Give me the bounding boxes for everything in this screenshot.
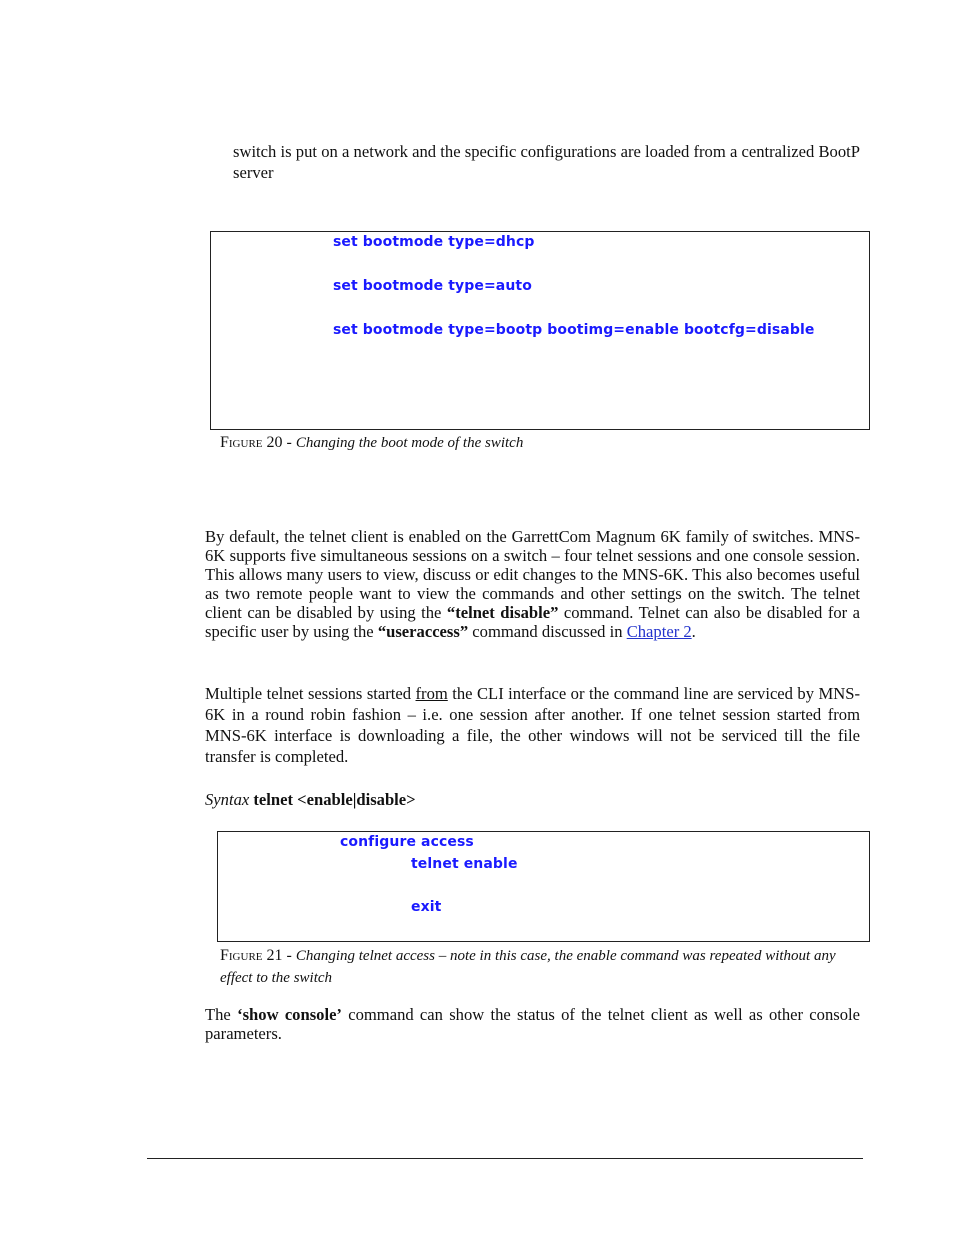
syntax-command: telnet <enable|disable> bbox=[253, 790, 416, 809]
chapter-2-link[interactable]: Chapter 2 bbox=[626, 622, 692, 641]
sessions-text-1: Multiple telnet sessions started bbox=[205, 684, 416, 703]
telnet-text-3: command discussed in bbox=[468, 622, 627, 641]
figure-20-separator: - bbox=[282, 434, 296, 451]
code-line-bootp: set bootmode type=bootp bootimg=enable bootcfg=disable bbox=[333, 322, 815, 338]
figure-20-caption-text: Changing the boot mode of the switch bbox=[295, 435, 524, 451]
syntax-label: Syntax bbox=[205, 790, 250, 809]
console-text-1: The bbox=[205, 1005, 238, 1024]
syntax-line bbox=[205, 790, 860, 809]
figure-20-caption bbox=[220, 432, 860, 454]
figure-21-caption-text: Changing telnet access – note in this case, the enable command was repeated without any effect to the switch bbox=[220, 948, 836, 986]
telnet-paragraph bbox=[205, 527, 860, 641]
sessions-text-2: the CLI interface or the command line are serviced by MNS-6K in a round robin fashion – i.e. one session after another. If one telnet session started from MNS-6K interface is downloading a file, the other windows will not be serviced till the file transfer is completed. bbox=[205, 684, 860, 766]
sessions-from-underlined: from bbox=[415, 684, 448, 703]
telnet-text-4: . bbox=[691, 622, 696, 641]
console-paragraph bbox=[205, 1005, 860, 1043]
sessions-paragraph bbox=[205, 683, 860, 767]
useraccess-command: “useraccess” bbox=[377, 622, 469, 641]
telnet-disable-command: “telnet disable” bbox=[446, 603, 559, 622]
telnet-text-2: command. Telnet can also be disabled for a specific user by using the bbox=[205, 603, 860, 641]
code-line-telnet-enable: telnet enable bbox=[411, 856, 518, 872]
figure-21-label: Figure 21 bbox=[220, 947, 283, 964]
figure-20-label: Figure 20 bbox=[220, 434, 283, 451]
intro-text: switch is put on a network and the specific configurations are loaded from a centralized BootP server bbox=[233, 142, 860, 182]
show-console-command: ‘show console’ bbox=[237, 1005, 342, 1024]
code-line-dhcp: set bootmode type=dhcp bbox=[333, 234, 535, 250]
footer-rule bbox=[147, 1158, 863, 1159]
intro-paragraph bbox=[233, 141, 860, 183]
figure-21-code-box bbox=[217, 831, 870, 942]
telnet-text-1: By default, the telnet client is enabled on the GarrettCom Magnum 6K family of switches. MNS-6K supports five simultaneous sessions on a switch – four telnet sessions and one console session. This allows many users to view, discuss or edit changes to the MNS-6K. This also becomes useful as two remote people want to view the commands and other settings on the switch. The telnet client can be disabled by using the bbox=[205, 527, 860, 622]
figure-21-caption bbox=[220, 945, 860, 989]
console-text-2: command can show the status of the telnet client as well as other console parameters. bbox=[205, 1005, 860, 1043]
code-line-auto: set bootmode type=auto bbox=[333, 278, 532, 294]
figure-21-separator: - bbox=[282, 947, 296, 964]
code-line-configure-access: configure access bbox=[340, 834, 474, 850]
code-line-exit: exit bbox=[411, 899, 442, 915]
